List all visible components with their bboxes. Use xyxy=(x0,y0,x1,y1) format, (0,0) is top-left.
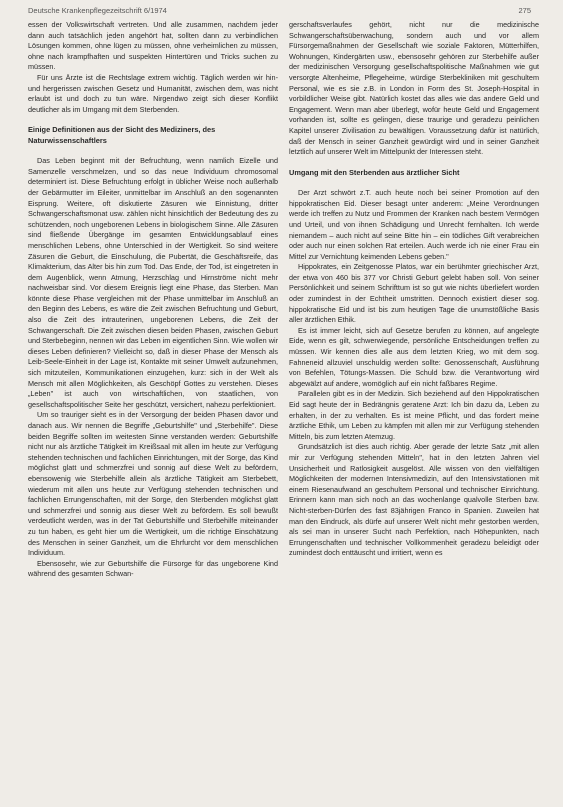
page-number: 275 xyxy=(518,6,531,15)
paragraph: Parallelen gibt es in der Medizin. Sich beziehend auf den Hippokratischen Eid sagt heute der in Bedrängnis geratene Arzt: Ich bin dazu da, Leben zu erhalten, in der zu verhalten. Es ist meine Pflicht, und das fordert meine ärztliche Ethik, um Leben zu kämpfen mit allen mir zur Verfügung stehenden Mitteln, bis zum letzten Atemzug. xyxy=(289,389,539,441)
paragraph: Hippokrates, ein Zeitgenosse Platos, war ein berühmter griechischer Arzt, der etwa von 460 bis 377 vor Christi Geburt gelebt haben soll. Von seiner Persönlichkeit und seinem Schrifttum ist so gut wie nichts überliefert worden oder zumindest in der Echtheit umstritten. Dennoch existiert dieser sog. hippokratische Eid und ist bis zum heutigen Tage die unumstößliche Basis aller ärztlichen Ethik. xyxy=(289,262,539,325)
journal-title: Deutsche Krankenpflegezeitschrift 6/1974 xyxy=(28,6,167,15)
paragraph: Grundsätzlich ist dies auch richtig. Aber gerade der letzte Satz „mit allen mir zur Verfügung stehenden Mitteln", hat in den letzten Jahren viel Unsicherheit und Ratlosigkeit ausgelöst. Alle wissen von den vielfältigen Möglichkeiten der modernen Intensivmedizin, auf den Intensivstationen mit einem Riesenaufwand an geschultem Personal und technischer Einrichtung. Erinnern kann man sich noch an das wochenlange qualvolle Sterben bzw. Nicht-sterben-Dürfen des fast 83jährigen Franco in Spanien. Zuweilen hat man den Eindruck, als dürfe auf unserer Welt nicht mehr gestorben werden, als sei man in unserer Sucht nach Perfektion, nach Höhepunkten, nach Errungenschaften und technischer Vollkommenheit geradezu beleidigt oder zumindest doch enttäuscht und irritiert, wenn es xyxy=(289,442,539,558)
section-heading: Umgang mit den Sterbenden aus ärztlicher Sicht xyxy=(289,167,460,177)
paragraph: Das Leben beginnt mit der Befruchtung, wenn namlich Eizelle und Samenzelle verschmelzen, und so das neue Individuum chromosomal determiniert ist. Diese Befruchtung erfolgt in üblicher Weise noch außerhalb der Gebärmutter im Eileiter, unmittelbar im Anschluß an den sogenannten Eisprung. Weitere, oft diskutierte Zäsuren wie Einnistung, dritter Schwangerschaftsmonat usw. zählen nicht hinsichtlich der Bedeutung des zu schützenden, noch ungeborenen Lebens in biologischem Sinne. Alle Zäsuren sind fließende Übergänge im gesamten Entwicklungsablauf eines menschlichen Lebens, ohne Unterschied in der Wertigkeit. So sind weitere Zäsuren die Geburt, die Einschulung, die Pubertät, die Geschäftsreife, das Klimakterium, das Alter bis hin zum Tod. Das Ende, der Tod, ist eingetreten in dem Augenblick, wenn Atmung, Herzschlag und Hirnströme nicht mehr nachweisbar sind. Vor diesem Ereignis liegt eine Phase, das Sterben. Man könnte diese Phase vergleichen mit der Phase unmittelbar im Anschluß an den Beginn des Lebens, es wäre die Zeit zwischen Befruchtung und Geburt, also die Zeit des intrauterinen, ungeborenen Lebens, die Zeit der Schwangerschaft. Die Zeit zwischen diesen beiden Phasen, zwischen Geburt und Sterbebeginn, nennen wir das Leben im eigentlichen Sinn. Wie wollen wir dieses Leben definieren? Vielleicht so, daß in dieser Phase der Mensch als Leib-Seele-Einheit in der Lage ist, Kontakte mit seiner Umwelt aufzunehmen, sich mitzuteilen, Kommunikationen einzugehen, kurz: sich in der Welt als Mensch mit allen Möglichkeiten, als Geschöpf Gottes zu verstehen. Dieses „Leben" ist auch von wirtschaftlichen, von staatlichen, von gesellschaftspolitischer Seite her geschützt, versichert, nahezu perfektioniert. xyxy=(28,156,278,409)
paragraph: Für uns Ärzte ist die Rechtslage extrem wichtig. Täglich werden wir hin- und hergerissen zwischen Gesetz und Humanität, zwischen dem, was nicht erlaubt ist und doch zu tun wäre. Nirgendwo zeigt sich dieser Konflikt deutlicher als im Umgang mit dem Sterbenden. xyxy=(28,72,278,114)
left-column xyxy=(28,20,278,805)
paragraph: Ebensosehr, wie zur Geburtshilfe die Fürsorge für das ungeborene Kind während des gesamten Schwan- xyxy=(28,558,278,579)
paragraph: Um so trauriger sieht es in der Versorgung der beiden Phasen davor und danach aus. Wir nennen die Begriffe „Geburtshilfe" und „Sterbehilfe". Diese beiden Begriffe sollten im weitesten Sinne verstanden werden: Geburtshilfe nicht nur als ärztliche Tätigkeit im Kreißsaal mit allen im heute zur Verfügung stehenden technischen und fachlichen Einrichtungen, mit der Sorge, das Kind möglichst glatt und schmerzfrei und sonnig auf diese Welt zu befördern, ebensowenig wie Sterbehilfe allein als ärztliche Tätigkeit am Sterbebett, wiederum mit allen uns heute zur Verfügung stehenden technischen und fachlichen Errungenschaften, mit der Sorge, den Sterbenden möglichst glatt und schmerzfrei und sonnig aus dieser Welt zu befördern. Es soll bewußt verdeutlicht werden, was in der Tat Geburtshilfe und Sterbehilfe miteinander zu tun haben, es geht hier um die Wertigkeit, um die richtige Einschätzung des Menschen in seiner Ganzheit, um die Ehrfurcht vor dem menschlichen Individuum. xyxy=(28,410,278,558)
paragraph: essen der Volkswirtschaft vertreten. Und alle zusammen, nachdem jeder dann auch tatsächlich jeden angehört hat, sollten dann zu verbindlichen Lösungen kommen, ohne lügen zu müssen, ohne verheimlichen zu müssen, ohne nach krampfhaften und suspekten Hintertüren und Tricks suchen zu müssen. xyxy=(28,20,278,72)
paragraph: Es ist immer leicht, sich auf Gesetze berufen zu können, auf angelegte Eide, wenn es gilt, schwerwiegende, persönliche Entscheidungen treffen zu müssen. Wir kennen dies alle aus dem letzten Krieg, wo mit dem sog. Fahneneid allzuviel unschuldig werden sollte: Genossenschaft, Ausführung von Befehlen, Tötungs-Massen. Die Schuld bzw. die Verantwortung wird abgewälzt auf andere, womöglich auf ein nicht faßbares Regime. xyxy=(289,325,539,388)
paragraph: Der Arzt schwört z.T. auch heute noch bei seiner Promotion auf den hippokratischen Eid. Dieser besagt unter anderem: „Meine Verordnungen werde ich treffen zu Nutz und Frommen der Kranken nach bestem Vermögen und Urteil, und von ihnen Schädigung und Unrecht fernhalten. Ich werde niemandem – auch nicht auf seine Bitte hin – ein tödliches Gift verabreichen oder auch nur einen solchen Rat erteilen. Auch werde ich nie einer Frau ein Mittel zur Vernichtung keimenden Lebens geben." xyxy=(289,188,539,261)
right-column xyxy=(289,20,539,805)
running-header xyxy=(28,6,531,18)
paragraph: gerschaftsverlaufes gehört, nicht nur die medizinische Schwangerschaftsüberwachung, sondern auch und vor allem Fürsorgemaßnahmen der Gesellschaft wie soziale Faktoren, Mütterhilfen, Wohnungen, Kindergärten usw., ebensosehr gehören zur Sterbehilfe außer der medizinischen Versorgung gesellschaftspolitische Maßnahmen wie gut versorgte Altenheime, Pflegeheime, würdige Sterbekliniken mit geschultem Personal, wie es sie z.B. in London in Form des St. Joseph-Hospital in vorbildlicher Weise gibt. Natürlich kostet das alles wie das andere Geld und Engagement. Wenn man aber überlegt, wofür heute Geld und Engagement vorhanden ist, sollte es gelingen, diese traurige und geradezu peinlichen Kapitel unserer Zivilisation zu bewältigen. Voraussetzung dafür ist natürlich, daß der Mensch in seiner Ganzheit gewürdigt wird und in seiner Ganzheit letztlich auf unserer Welt im Mittelpunkt der Interessen steht. xyxy=(289,20,539,157)
section-heading: Einige Definitionen aus der Sicht des Mediziners, des Naturwissenschaftlers xyxy=(28,125,216,145)
